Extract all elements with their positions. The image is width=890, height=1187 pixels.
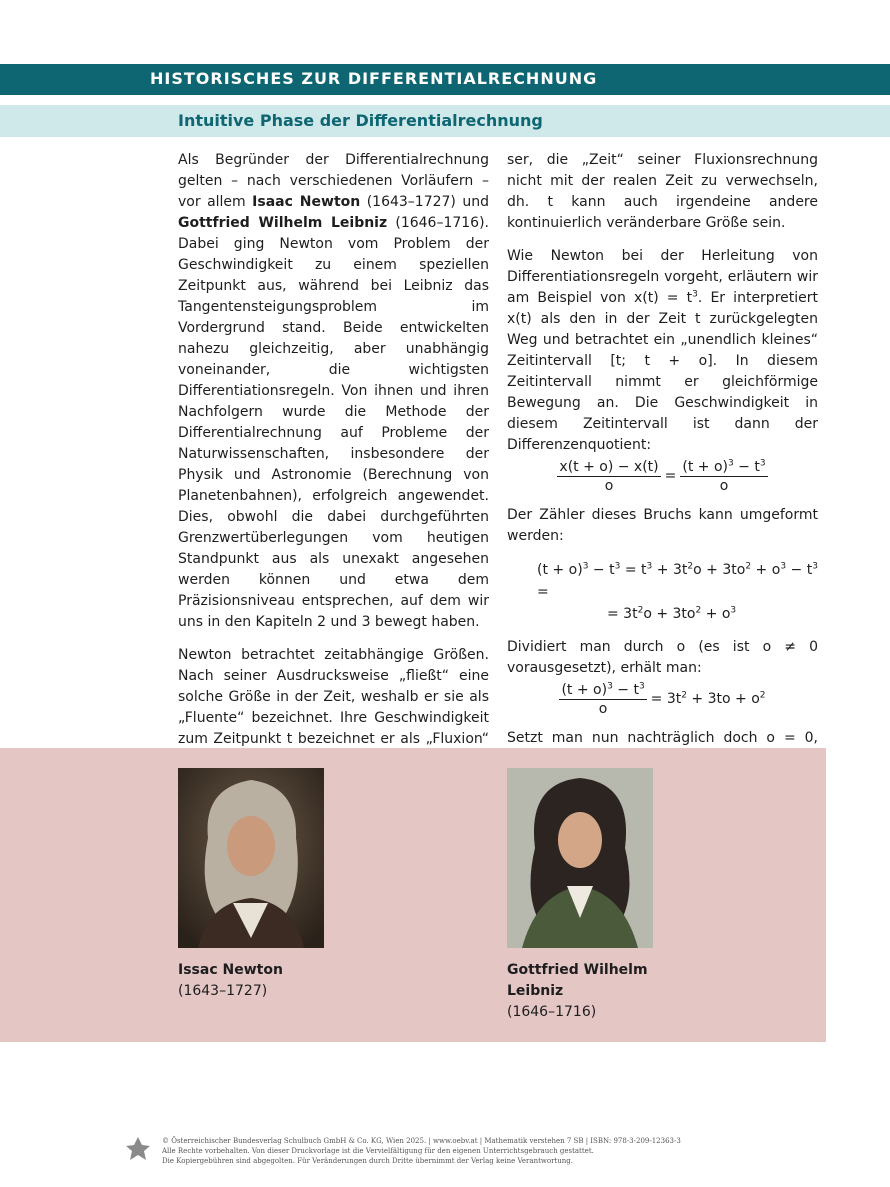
portrait-panel	[0, 748, 826, 1042]
leibniz-name: Gottfried Wilhelm Leibniz	[178, 215, 388, 231]
paragraph-derivative: Setzt man nun nachträglich doch o = 0,	[507, 730, 818, 746]
section-title: HISTORISCHES ZUR DIFFERENTIALRECHNUNG	[150, 69, 598, 88]
expansion-equation: $(t + o)^3 - t^3 = t^3 + 3t^2o + 3to^2 + o^3 - t^3$ = = $3t^2o + 3to^2 + o^3$	[537, 561, 818, 622]
paragraph-fluxion-time: ser, die „Zeit“ seiner Fluxionsrechnung nicht mit der realen Zeit zu verwechseln, dh. t kann auch irgendeine andere kontinuierlich veränderbare Größe sein.	[507, 152, 818, 231]
leibniz-caption: Gottfried Wilhelm Leibniz (1646–1716)	[507, 962, 648, 1020]
paragraph-derivation: Wie Newton bei der Herleitung von Differentiationsregeln vorgeht, erläutern wir am Beispiel von $x(t) = t^3$. Er interpretiert x(t) als den in der Zeit t zurückgelegten Weg und betrachtet ein „unendlich kleines“ Zeitintervall [t; t + o]. In diesem Zeitintervall nimmt er gleichförmige Bewegung an. Die Geschwindigkeit in diesem Zeitintervall ist dann der Differenzenquotient:	[507, 248, 818, 453]
leibniz-portrait	[507, 768, 653, 948]
subsection-header-bar	[0, 105, 890, 137]
paragraph-numerator: Der Zähler dieses Bruchs kann umgeformt werden:	[507, 507, 818, 544]
quotient-equation: $\frac{(t + o)^3 - t^3}{o}$ = $3t^2 + 3to + o^2$	[561, 681, 766, 717]
difference-quotient-equation: $\frac{x(t + o) - x(t)}{o}$ = $\frac{(t + o)^3 - t^3}{o}$	[559, 458, 766, 494]
paragraph-divide: Dividiert man durch o (es ist o ≠ 0 vorausgesetzt), erhält man:	[507, 639, 818, 676]
newton-caption: Issac Newton (1643–1727)	[178, 962, 283, 999]
section-header-bar	[0, 64, 890, 95]
copyright-footer: © Österreichischer Bundesverlag Schulbuch GmbH & Co. KG, Wien 2025. | www.oebv.at | Mathematik verstehen 7 SB | ISBN: 978-3-209-12363-3 Alle Rechte vorbehalten. Von dieser Druckvorlage ist die Vervielfältigung für den eigenen Unterrichtsgebrauch gestattet. Die Kopiergebühren sind abgegolten. Für Veränderungen durch Dritte übernimmt der Verlag keine Verantwortung.	[162, 1137, 681, 1165]
left-column	[178, 150, 489, 804]
newton-name: Isaac Newton	[252, 194, 361, 210]
newton-portrait	[178, 768, 324, 948]
publisher-logo-icon	[125, 1136, 151, 1166]
paragraph-founders: Als Begründer der Differentialrechnung gelten – nach verschiedenen Vorläufern – vor allem Isaac Newton (1643–1727) und Gottfried Wilhelm Leibniz (1646–1716). Dabei ging Newton vom Problem der Geschwindigkeit zu einem speziellen Zeitpunkt aus, während bei Leibniz das Tangentensteigungsproblem im Vordergrund stand. Beide entwickelten nahezu gleichzeitig, aber unabhängig voneinander, die wichtigsten Differentiationsregeln. Von ihnen und ihren Nachfolgern wurde die Methode der Differentialrechnung auf Probleme der Naturwissenschaften, insbesondere der Physik und Astronomie (Berechnung von Planetenbahnen), erfolgreich angewendet. Dies, obwohl die dabei durchgeführten Grenzwertüberlegungen vom heutigen Standpunkt aus als unexakt angesehen werden können und etwa dem Präzisionsniveau entsprechen, auf dem wir uns in den Kapiteln 2 und 3 bewegt haben.	[178, 152, 489, 630]
subsection-title: Intuitive Phase der Differentialrechnung	[178, 111, 543, 130]
paragraph-newton-quantities: Newton betrachtet zeitabhängige Größen. Nach seiner Ausdrucksweise „fließt“ eine solche Größe in der Zeit, weshalb er sie als „Fluente“ bezeichnet. Ihre Geschwindigkeit zum Zeitpunkt t bezeichnet er als „Fluxion“	[178, 647, 489, 747]
right-column	[507, 150, 818, 782]
